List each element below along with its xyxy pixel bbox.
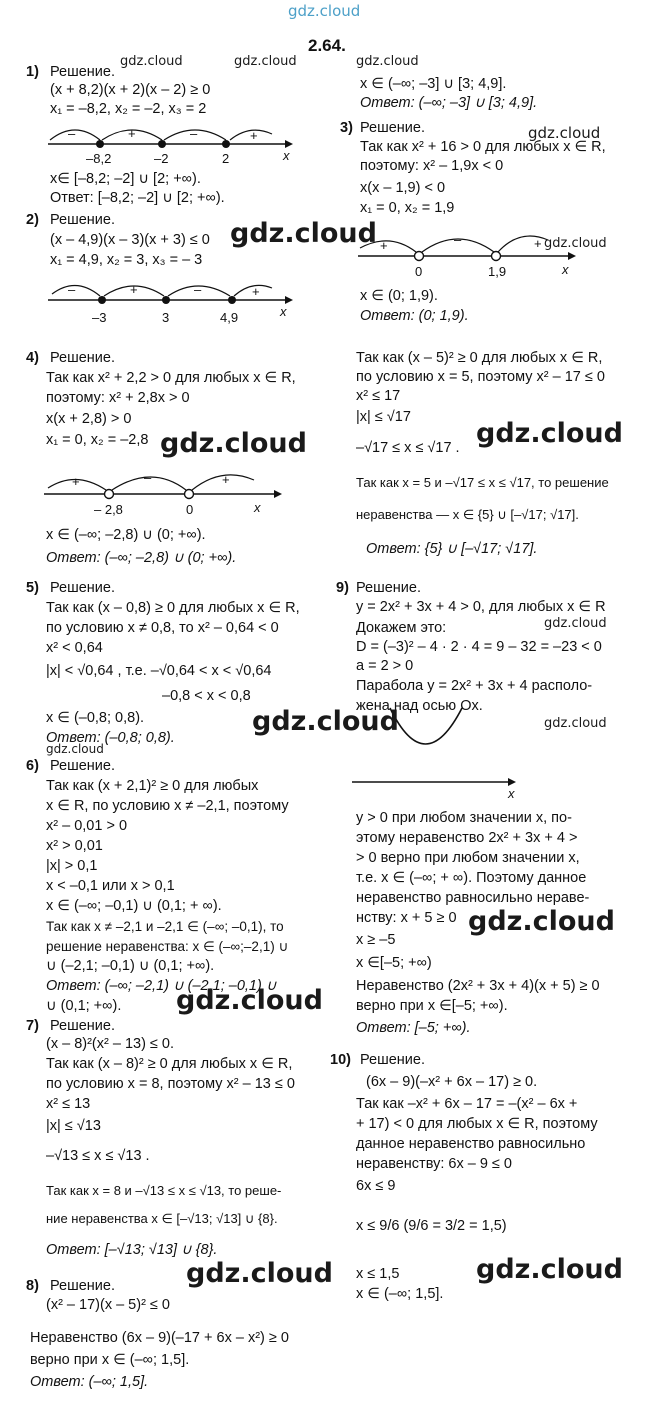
watermark: gdz.cloud — [160, 428, 307, 459]
text-line: x₁ = 0, x₂ = –2,8 — [46, 432, 149, 448]
watermark: gdz.cloud — [120, 54, 183, 69]
text-line: y > 0 при любом значении x, по- — [356, 810, 572, 826]
text-line: x ≤ 9/6 (9/6 = 3/2 = 1,5) — [356, 1218, 507, 1234]
watermark-top: gdz.cloud — [288, 2, 361, 20]
text-line: поэтому: x² – 1,9x < 0 — [360, 158, 504, 174]
text-line: x(x – 1,9) < 0 — [360, 180, 446, 196]
text-line: x ∈ (–∞; –3] ∪ [3; 4,9]. — [360, 76, 507, 92]
text-line: по условию x = 5, поэтому x² – 17 ≤ 0 — [356, 369, 605, 385]
text-line: Решение. — [360, 120, 425, 136]
text-line: + 17) < 0 для любых x ∈ R, поэтому — [356, 1116, 598, 1132]
text-line: верно при x ∈ (–∞; 1,5]. — [30, 1352, 190, 1368]
text-line: 6x ≤ 9 — [356, 1178, 396, 1194]
text-line: x₁ = –8,2, x₂ = –2, x₃ = 2 — [50, 101, 207, 117]
text-line: т.е. x ∈ (–∞; + ∞). Поэтому данное — [356, 870, 587, 886]
text-line: –√17 ≤ x ≤ √17 . — [356, 440, 460, 456]
text-line: Так как x = 8 и –√13 ≤ x ≤ √13, то реше- — [46, 1183, 282, 1198]
text-line: y = 2x² + 3x + 4 > 0, для любых x ∈ R — [356, 599, 606, 615]
tick-label: –8,2 — [86, 151, 112, 166]
tick-label: 1,9 — [488, 264, 507, 279]
answer-line: Ответ: (–∞; –3] ∪ [3; 4,9]. — [360, 95, 538, 111]
text-line: x₁ = 0, x₂ = 1,9 — [360, 200, 455, 216]
text-line: x∈ [–8,2; –2] ∪ [2; +∞). — [50, 171, 201, 187]
sign: + — [222, 472, 230, 487]
text-line: x ∈ (–∞; 1,5]. — [356, 1286, 444, 1302]
text-line: (x – 8)²(x² – 13) ≤ 0. — [46, 1036, 175, 1052]
text-line: Так как x² + 16 > 0 для любых x ∈ R, — [360, 139, 606, 155]
text-line: нству: x + 5 ≥ 0 — [356, 910, 457, 926]
sign: – — [68, 282, 76, 297]
text-line: x ≥ –5 — [356, 932, 396, 948]
text-line: Решение. — [50, 580, 115, 596]
answer-line: Ответ: [–8,2; –2] ∪ [2; +∞). — [50, 190, 225, 206]
watermark: gdz.cloud — [230, 218, 377, 249]
text-line: неравенство равносильно нераве- — [356, 890, 590, 906]
number-line — [40, 118, 300, 168]
tick-label: – 2,8 — [94, 502, 123, 517]
text-line: неравенству: 6x – 9 ≤ 0 — [356, 1156, 512, 1172]
text-line: по условию x ≠ 0,8, то x² – 0,64 < 0 — [46, 620, 279, 636]
text-line: x ∈[–5; +∞) — [356, 955, 432, 971]
problem-number: 8) — [26, 1278, 39, 1294]
tick-label: –3 — [92, 310, 107, 325]
text-line: |x| > 0,1 — [46, 858, 98, 874]
text-line: Решение. — [360, 1052, 425, 1068]
text-line: |x| ≤ √13 — [46, 1118, 101, 1134]
text-line: Так как x² + 2,2 > 0 для любых x ∈ R, — [46, 370, 296, 386]
sign: – — [68, 126, 76, 141]
tick-label: 3 — [162, 310, 170, 325]
text-line: Так как –x² + 6x – 17 = –(x² – 6x + — [356, 1096, 578, 1112]
answer-line: Ответ: (–∞; 1,5]. — [30, 1374, 149, 1390]
problem-number: 3) — [340, 120, 353, 136]
text-line: x ≤ 1,5 — [356, 1266, 400, 1282]
text-line: Так как (x – 8)² ≥ 0 для любых x ∈ R, — [46, 1056, 293, 1072]
text-line: –√13 ≤ x ≤ √13 . — [46, 1148, 150, 1164]
problem-number: 7) — [26, 1018, 39, 1034]
text-line: решение неравенства: x ∈ (–∞;–2,1) ∪ — [46, 939, 289, 954]
text-line: Решение. — [50, 758, 115, 774]
problem-number: 5) — [26, 580, 39, 596]
sign: + — [252, 284, 260, 299]
text-line: Так как x ≠ –2,1 и –2,1 ∈ (–∞; –0,1), то — [46, 919, 284, 934]
text-line: |x| < √0,64 , т.е. –√0,64 < x < √0,64 — [46, 663, 272, 679]
watermark: gdz.cloud — [544, 616, 607, 631]
text-line: –0,8 < x < 0,8 — [162, 688, 251, 704]
text-line: Парабола y = 2x² + 3x + 4 располо- — [356, 678, 593, 694]
text-line: (6x – 9)(–x² + 6x – 17) ≥ 0. — [366, 1074, 538, 1090]
text-line: (x² – 17)(x – 5)² ≤ 0 — [46, 1297, 170, 1313]
axis-var: x — [280, 304, 287, 319]
problem-number: 9) — [336, 580, 349, 596]
watermark: gdz.cloud — [234, 54, 297, 69]
text-line: Неравенство (6x – 9)(–17 + 6x – x²) ≥ 0 — [30, 1330, 289, 1346]
text-line: Так как (x – 5)² ≥ 0 для любых x ∈ R, — [356, 350, 603, 366]
text-line: |x| ≤ √17 — [356, 409, 411, 425]
text-line: (x + 8,2)(x + 2)(x – 2) ≥ 0 — [50, 82, 211, 98]
text-line: x² < 0,64 — [46, 640, 103, 656]
text-line: x ∈ (–0,8; 0,8). — [46, 710, 145, 726]
watermark: gdz.cloud — [544, 236, 607, 251]
text-line: x ∈ (0; 1,9). — [360, 288, 438, 304]
tick-label: 0 — [415, 264, 423, 279]
answer-line: Ответ: [–√13; √13] ∪ {8}. — [46, 1242, 218, 1258]
sign: – — [144, 470, 152, 485]
watermark: gdz.cloud — [46, 742, 104, 756]
sign: + — [130, 282, 138, 297]
watermark: gdz.cloud — [544, 716, 607, 731]
text-line: a = 2 > 0 — [356, 658, 414, 674]
number-line — [36, 460, 296, 520]
watermark: gdz.cloud — [252, 706, 399, 737]
watermark: gdz.cloud — [356, 54, 419, 69]
watermark: gdz.cloud — [528, 124, 601, 142]
text-line: Докажем это: — [356, 620, 447, 636]
text-line: Решение. — [50, 64, 115, 80]
text-line: поэтому: x² + 2,8x > 0 — [46, 390, 190, 406]
text-line: Неравенство (2x² + 3x + 4)(x + 5) ≥ 0 — [356, 978, 600, 994]
text-line: x(x + 2,8) > 0 — [46, 411, 132, 427]
sign: – — [454, 232, 462, 247]
text-line: Решение. — [50, 1278, 115, 1294]
text-line: x² ≤ 13 — [46, 1096, 91, 1112]
watermark: gdz.cloud — [476, 1254, 623, 1285]
tick-label: –2 — [154, 151, 169, 166]
sign: + — [72, 474, 80, 489]
text-line: x ∈ (–∞; –0,1) ∪ (0,1; + ∞). — [46, 898, 222, 914]
text-line: x ∈ (–∞; –2,8) ∪ (0; +∞). — [46, 527, 206, 543]
text-line: > 0 верно при любом значении x, — [356, 850, 580, 866]
text-line: Решение. — [50, 212, 115, 228]
problem-number: 4) — [26, 350, 39, 366]
sign: + — [380, 238, 388, 253]
text-line: верно при x ∈[–5; +∞). — [356, 998, 508, 1014]
text-line: данное неравенство равносильно — [356, 1136, 586, 1152]
watermark: gdz.cloud — [476, 418, 623, 449]
text-line: x < –0,1 или x > 0,1 — [46, 878, 175, 894]
text-line: Решение. — [50, 1018, 115, 1034]
text-line: Решение. — [356, 580, 421, 596]
text-line: Так как x = 5 и –√17 ≤ x ≤ √17, то решение — [356, 475, 609, 490]
problem-number: 10) — [330, 1052, 351, 1068]
number-line — [40, 272, 300, 327]
answer-line: Ответ: (0; 1,9). — [360, 308, 469, 324]
watermark: gdz.cloud — [468, 906, 615, 937]
answer-line: Ответ: [–5; +∞). — [356, 1020, 471, 1036]
text-line: x² ≤ 17 — [356, 388, 401, 404]
text-line: ние неравенства x ∈ [–√13; √13] ∪ {8}. — [46, 1211, 278, 1226]
sign: + — [534, 236, 542, 251]
problem-number: 6) — [26, 758, 39, 774]
watermark: gdz.cloud — [186, 1258, 333, 1289]
axis-var: x — [283, 148, 290, 163]
problem-number: 2) — [26, 212, 39, 228]
text-line: ∪ (0,1; +∞). — [46, 998, 122, 1014]
text-line: неравенства — x ∈ {5} ∪ [–√17; √17]. — [356, 507, 579, 522]
text-line: жена над осью Ox. — [356, 698, 483, 714]
sign: + — [128, 126, 136, 141]
text-line: ∪ (–2,1; –0,1) ∪ (0,1; +∞). — [46, 958, 215, 974]
text-line: по условию x = 8, поэтому x² – 13 ≤ 0 — [46, 1076, 295, 1092]
problem-number: 1) — [26, 64, 39, 80]
text-line: x ∈ R, по условию x ≠ –2,1, поэтому — [46, 798, 289, 814]
text-line: x² – 0,01 > 0 — [46, 818, 128, 834]
text-line: x₁ = 4,9, x₂ = 3, x₃ = – 3 — [50, 252, 203, 268]
text-line: этому неравенство 2x² + 3x + 4 > — [356, 830, 578, 846]
answer-line: Ответ: (–∞; –2,8) ∪ (0; +∞). — [46, 550, 237, 566]
text-line: D = (–3)² – 4 · 2 · 4 = 9 – 32 = –23 < 0 — [356, 639, 602, 655]
text-line: (x – 4,9)(x – 3)(x + 3) ≤ 0 — [50, 232, 210, 248]
tick-label: 2 — [222, 151, 230, 166]
answer-line: Ответ: {5} ∪ [–√17; √17]. — [366, 541, 538, 557]
answer-line: Ответ: (–∞; –2,1) ∪ (–2,1; –0,1) ∪ — [46, 978, 277, 994]
text-line: Решение. — [50, 350, 115, 366]
text-line: Так как (x – 0,8) ≥ 0 для любых x ∈ R, — [46, 600, 300, 616]
tick-label: 4,9 — [220, 310, 239, 325]
watermark: gdz.cloud — [176, 985, 323, 1016]
page-title: 2.64. — [308, 36, 346, 55]
tick-label: 0 — [186, 502, 194, 517]
text-line: Так как (x + 2,1)² ≥ 0 для любых — [46, 778, 259, 794]
text-line: x² > 0,01 — [46, 838, 103, 854]
axis-var: x — [562, 262, 569, 277]
answer-line: Ответ: (–0,8; 0,8). — [46, 730, 175, 746]
axis-var: x — [508, 786, 515, 800]
sign: + — [250, 128, 258, 143]
axis-var: x — [254, 500, 261, 515]
sign: – — [194, 282, 202, 297]
sign: – — [190, 126, 198, 141]
